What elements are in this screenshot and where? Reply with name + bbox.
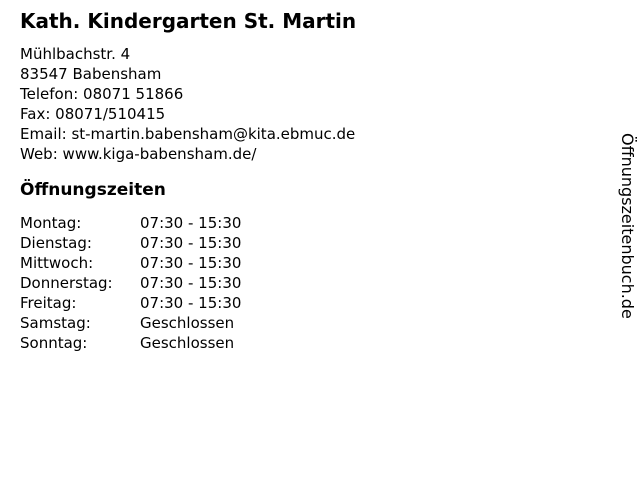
hours-time: Geschlossen — [140, 334, 235, 352]
page-title: Kath. Kindergarten St. Martin — [20, 9, 357, 33]
fax-line — [20, 104, 355, 124]
hours-time: 07:30 - 15:30 — [140, 214, 242, 232]
hours-row — [20, 273, 241, 293]
phone-label: Telefon: — [20, 85, 79, 103]
address-city: 83547 Babensham — [20, 65, 162, 83]
hours-row — [20, 233, 241, 253]
hours-day: Sonntag: — [20, 334, 88, 352]
contact-block — [20, 44, 355, 164]
web-line — [20, 144, 355, 164]
hours-row — [20, 293, 241, 313]
hours-row — [20, 313, 241, 333]
hours-row — [20, 333, 241, 353]
email-label: Email: — [20, 125, 67, 143]
address-street: Mühlbachstr. 4 — [20, 45, 131, 63]
hours-day: Montag: — [20, 214, 82, 232]
hours-day: Samstag: — [20, 314, 91, 332]
web-label: Web: — [20, 145, 58, 163]
hours-time: 07:30 - 15:30 — [140, 274, 242, 292]
hours-time: 07:30 - 15:30 — [140, 234, 242, 252]
opening-hours-heading: Öffnungszeiten — [20, 180, 166, 200]
email-value: st-martin.babensham@kita.ebmuc.de — [71, 125, 356, 143]
phone-value: 08071 51866 — [83, 85, 184, 103]
web-value: www.kiga-babensham.de/ — [62, 145, 257, 163]
hours-row — [20, 253, 241, 273]
hours-day: Freitag: — [20, 294, 77, 312]
hours-time: 07:30 - 15:30 — [140, 254, 242, 272]
hours-day: Dienstag: — [20, 234, 92, 252]
hours-row — [20, 213, 241, 233]
opening-hours-table — [20, 213, 241, 353]
fax-value: 08071/510415 — [55, 105, 166, 123]
hours-day: Donnerstag: — [20, 274, 113, 292]
email-line — [20, 124, 355, 144]
hours-time: 07:30 - 15:30 — [140, 294, 242, 312]
phone-line — [20, 84, 355, 104]
hours-time: Geschlossen — [140, 314, 235, 332]
fax-label: Fax: — [20, 105, 51, 123]
site-branding-vertical: Öffnungszeitenbuch.de — [618, 133, 637, 319]
hours-day: Mittwoch: — [20, 254, 94, 272]
